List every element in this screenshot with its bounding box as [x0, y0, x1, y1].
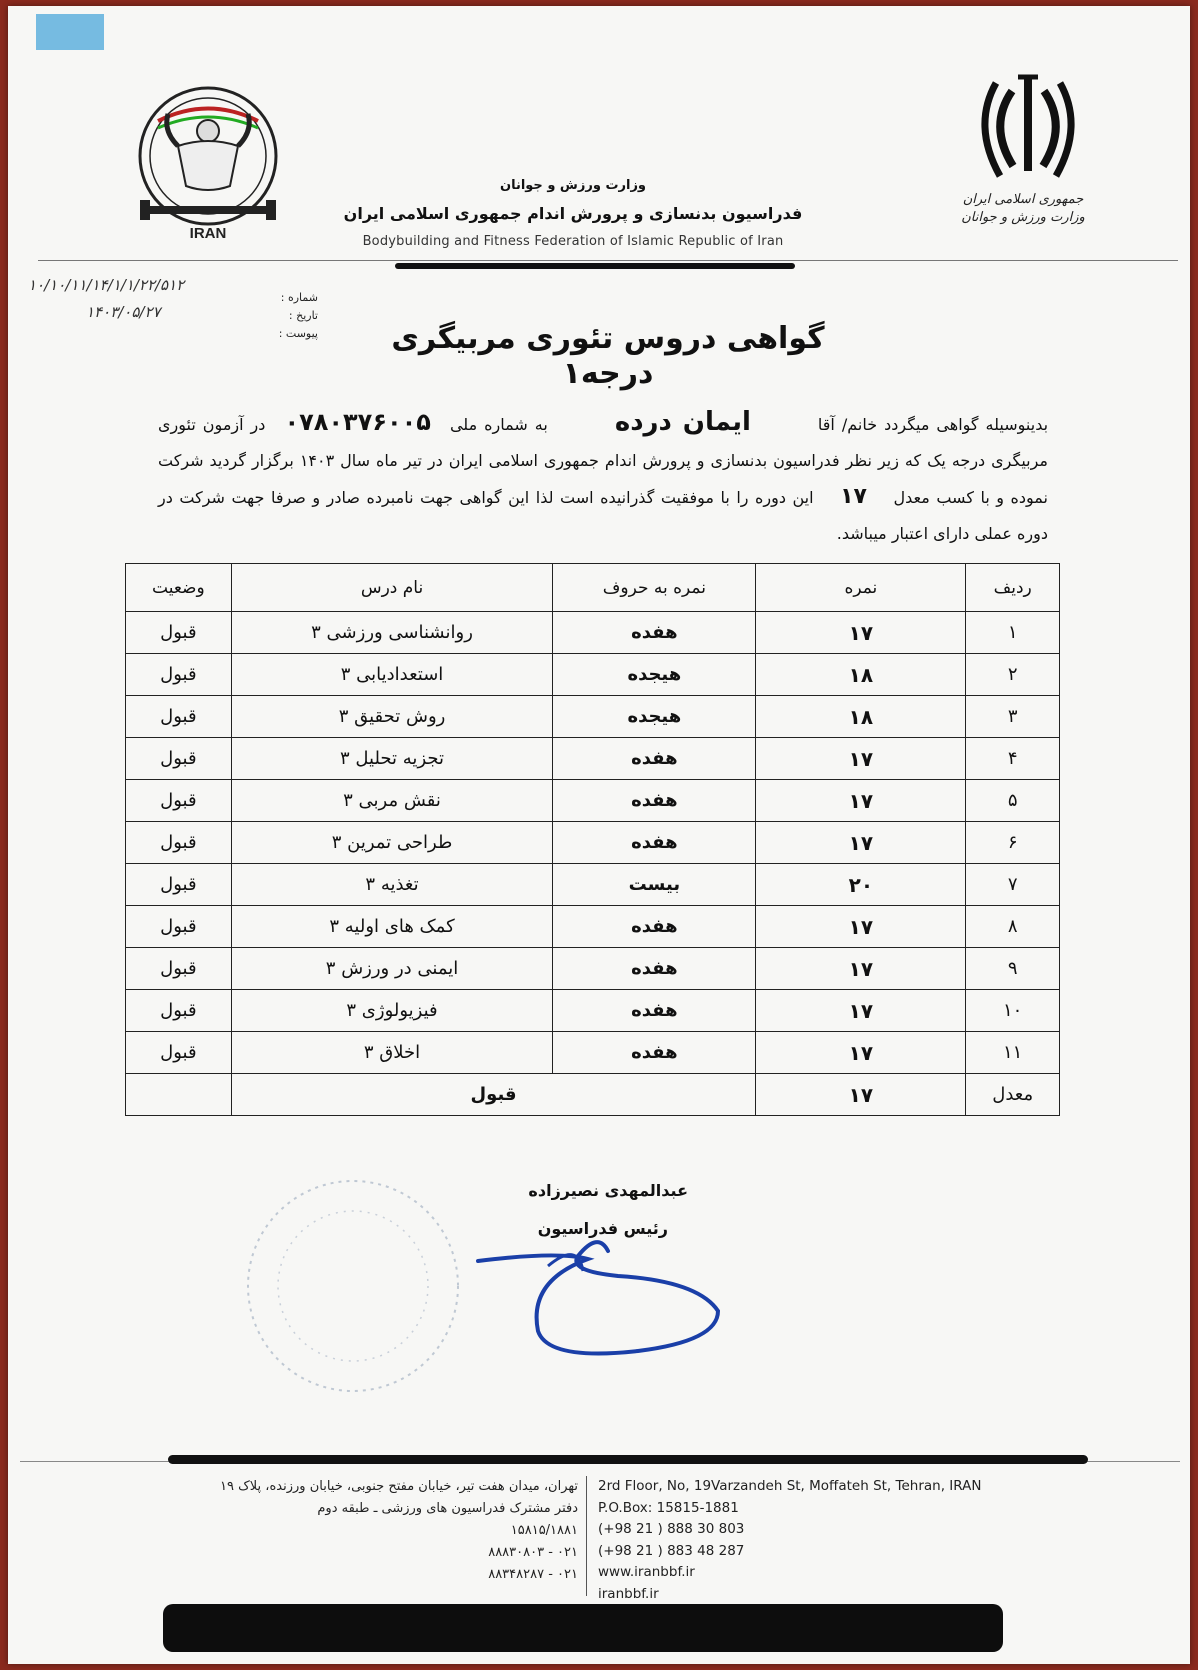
tape-strip — [36, 14, 104, 50]
certificate-body — [158, 404, 1048, 552]
cell-grade-words: هفده — [553, 906, 756, 948]
table-row — [126, 1032, 1060, 1074]
body-text-3: این دوره را با موفقیت گذرانیده است لذا این گواهی جهت نامبرده صادر و صرفا جهت شرکت در دوره عملی دارای اعتبار میباشد. — [158, 488, 1048, 543]
cell-row-number: ۴ — [966, 738, 1060, 780]
table-row — [126, 612, 1060, 654]
handwritten-signature-icon — [468, 1211, 748, 1361]
cell-row-number: ۶ — [966, 822, 1060, 864]
address-line-en: (+98 21 ) 888 30 803 — [598, 1521, 745, 1537]
address-line-en: P.O.Box: 15815-1881 — [598, 1499, 739, 1516]
table-row — [126, 822, 1060, 864]
cell-row-number: ۵ — [966, 780, 1060, 822]
cell-course: کمک های اولیه ۳ — [231, 906, 553, 948]
number-label: شماره : — [280, 291, 318, 304]
cell-grade-words: هفده — [553, 822, 756, 864]
cell-grade: ۱۸ — [756, 696, 966, 738]
cell-status: قبول — [126, 1032, 232, 1074]
cell-status: قبول — [126, 822, 232, 864]
emblem-caption-line2: وزارت ورزش و جوانان — [961, 210, 1085, 225]
average-row — [126, 1074, 1060, 1116]
cell-grade: ۱۷ — [756, 906, 966, 948]
header-row-number: ردیف — [966, 564, 1060, 612]
national-id-label: به شماره ملی — [449, 415, 548, 434]
website-link[interactable]: iranbbf.ir — [598, 1585, 659, 1602]
faint-stamp-icon — [233, 1166, 473, 1406]
cell-row-number: ۱۱ — [966, 1032, 1060, 1074]
cell-grade-words: هفده — [553, 990, 756, 1032]
cell-grade-words: هفده — [553, 1032, 756, 1074]
attachment-label: پیوست : — [278, 327, 318, 340]
cell-row-number: ۳ — [966, 696, 1060, 738]
ministry-name: وزارت ورزش و جوانان — [499, 178, 647, 193]
cell-grade: ۱۷ — [756, 780, 966, 822]
website-link[interactable]: www.iranbbf.ir — [598, 1564, 695, 1580]
certificate-page — [8, 6, 1190, 1664]
certificate-title: گواهی دروس تئوری مربیگری درجه۱ — [391, 321, 825, 391]
federation-name-en: Bodybuilding and Fitness Federation of Islamic Republic of Iran — [362, 234, 784, 249]
cell-course: تجزیه تحلیل ۳ — [231, 738, 553, 780]
cell-status: قبول — [126, 948, 232, 990]
cell-course: استعدادیابی ۳ — [231, 654, 553, 696]
cell-status: قبول — [126, 696, 232, 738]
cell-grade: ۱۷ — [756, 990, 966, 1032]
reference-date: ۱۴۰۳/۰۵/۲۷ — [86, 303, 161, 321]
national-id: ۰۷۸۰۳۷۶۰۰۵ — [284, 408, 431, 436]
grades-table — [125, 563, 1060, 1116]
header-divider — [395, 263, 795, 269]
federation-name: فدراسیون بدنسازی و پرورش اندام جمهوری اسلامی ایران — [343, 204, 803, 223]
cell-status: قبول — [126, 990, 232, 1032]
table-row — [126, 990, 1060, 1032]
cell-status: قبول — [126, 864, 232, 906]
reference-labels — [248, 289, 318, 343]
cell-status: قبول — [126, 906, 232, 948]
cell-course: طراحی تمرین ۳ — [231, 822, 553, 864]
average-label: معدل — [966, 1074, 1060, 1116]
reference-number: ۱۰/۱۰/۱۱/۱۴/۱/۱/۲۲/۵۱۲ — [28, 276, 185, 294]
cell-status: قبول — [126, 738, 232, 780]
cell-course: نقش مربی ۳ — [231, 780, 553, 822]
average-value: ۱۷ — [840, 484, 867, 509]
cell-grade: ۱۷ — [756, 738, 966, 780]
address-line-en: (+98 21 ) 883 48 287 — [598, 1542, 745, 1559]
footer-column-divider — [586, 1476, 587, 1596]
cell-course: اخلاق ۳ — [231, 1032, 553, 1074]
cell-row-number: ۱ — [966, 612, 1060, 654]
address-line-fa: ۰۲۱ - ۸۸۳۴۸۲۸۷ — [488, 1567, 578, 1582]
cell-course: فیزیولوژی ۳ — [231, 990, 553, 1032]
person-name: ایمان درده — [614, 407, 751, 437]
table-row — [126, 738, 1060, 780]
iran-emblem-icon — [968, 71, 1088, 191]
header-status: وضعیت — [126, 564, 232, 612]
address-line-fa: ۰۲۱ - ۸۸۸۳۰۸۰۳ — [488, 1545, 578, 1560]
address-line-fa: تهران، میدان هفت تیر، خیابان مفتح جنوبی، خیابان ورزنده، پلاک ۱۹ — [220, 1479, 578, 1494]
cell-row-number: ۱۰ — [966, 990, 1060, 1032]
footer-divider — [168, 1455, 1088, 1464]
cell-grade: ۱۷ — [756, 612, 966, 654]
cell-grade: ۱۷ — [756, 1032, 966, 1074]
cell-row-number: ۲ — [966, 654, 1060, 696]
header-grade: نمره — [756, 564, 966, 612]
cell-grade-words: هیجده — [553, 696, 756, 738]
table-row — [126, 696, 1060, 738]
cell-grade-words: هفده — [553, 612, 756, 654]
cell-row-number: ۷ — [966, 864, 1060, 906]
address-line-en: 2rd Floor, No, 19Varzandeh St, Moffateh St, Tehran, IRAN — [598, 1478, 982, 1494]
address-line-fa: دفتر مشترک فدراسیون های ورزشی ـ طبقه دوم — [317, 1501, 578, 1516]
cell-grade-words: هفده — [553, 780, 756, 822]
federation-logo-icon — [118, 76, 298, 246]
cell-course: روانشناسی ورزشی ۳ — [231, 612, 553, 654]
cell-row-number: ۸ — [966, 906, 1060, 948]
address-persian — [148, 1476, 578, 1586]
header-course: نام درس — [231, 564, 553, 612]
cell-status: قبول — [126, 612, 232, 654]
date-label: تاریخ : — [288, 309, 318, 322]
table-row — [126, 780, 1060, 822]
cell-row-number: ۹ — [966, 948, 1060, 990]
cell-grade: ۱۷ — [756, 822, 966, 864]
cell-grade-words: هفده — [553, 738, 756, 780]
cell-grade-words: بیست — [553, 864, 756, 906]
cell-grade: ۲۰ — [756, 864, 966, 906]
table-row — [126, 906, 1060, 948]
emblem-caption-line1: جمهوری اسلامی ایران — [962, 192, 1084, 207]
header-divider-thin — [38, 260, 1178, 261]
signer-title: رئیس فدراسیون — [537, 1219, 668, 1238]
cell-grade: ۱۷ — [756, 948, 966, 990]
cell-grade: ۱۸ — [756, 654, 966, 696]
cell-grade-words: هفده — [553, 948, 756, 990]
table-row — [126, 654, 1060, 696]
average-status — [126, 1074, 232, 1116]
cell-status: قبول — [126, 780, 232, 822]
cell-grade-words: هیجده — [553, 654, 756, 696]
body-text-2: در آزمون تئوری مربیگری درجه یک که زیر نظر فدراسیون بدنسازی و پرورش اندام جمهوری اسلامی ایران در تیر ماه سال ۱۴۰۳ برگزار گردید شرکت نموده و با کسب معدل — [158, 415, 1049, 507]
address-english — [598, 1476, 1018, 1605]
cell-course: ایمنی در ورزش ۳ — [231, 948, 553, 990]
header-grade-words: نمره به حروف — [553, 564, 756, 612]
cell-course: روش تحقیق ۳ — [231, 696, 553, 738]
footer-bar — [163, 1604, 1003, 1652]
emblem-caption — [948, 191, 1098, 227]
address-line-fa: ۱۵۸۱۵/۱۸۸۱ — [510, 1523, 578, 1538]
table-header-row — [126, 564, 1060, 612]
table-row — [126, 948, 1060, 990]
average-result: قبول — [231, 1074, 756, 1116]
cell-course: تغذیه ۳ — [231, 864, 553, 906]
average-grade: ۱۷ — [756, 1074, 966, 1116]
logo-iran-text: IRAN — [189, 225, 227, 242]
table-row — [126, 864, 1060, 906]
cell-status: قبول — [126, 654, 232, 696]
body-intro: بدینوسیله گواهی میگردد خانم/ آقا — [817, 415, 1049, 434]
signer-name: عبدالمهدی نصیرزاده — [528, 1181, 688, 1200]
